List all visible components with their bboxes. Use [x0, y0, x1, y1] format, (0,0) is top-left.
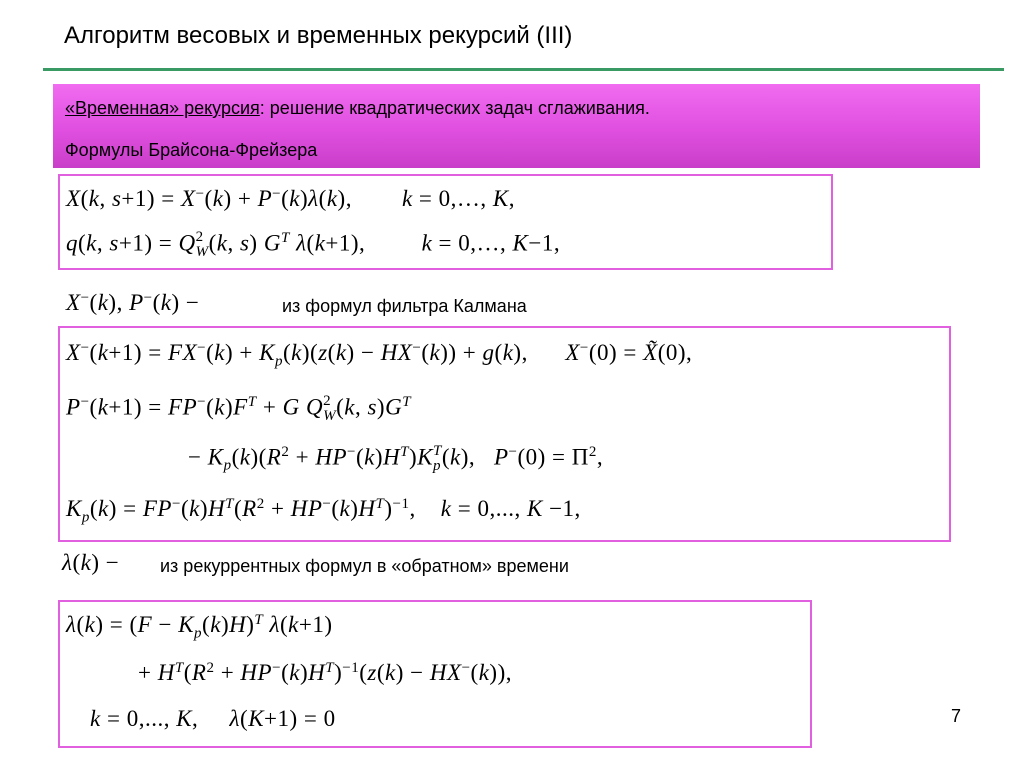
- formula-gain: $K_p(k) = FP^-(k)H^T(R^2 + HP^-(k)H^T)^{-1}$, k = 0,..., K −1,: [66, 495, 581, 526]
- lambda-input-math: λ(k) −: [62, 550, 120, 575]
- page-number: 7: [951, 706, 962, 726]
- backward-caption: из рекуррентных формул в «обратном» времени: [160, 556, 569, 576]
- kalman-inputs-math: X−(k), P−(k) −: [66, 289, 200, 315]
- formula-lambda: $\lambda(k) = (F - K_p(k)H)^T$ λ(k+1): [66, 611, 333, 642]
- formula-lambda-range: k = 0,..., K, λ(K+1) = 0: [90, 706, 336, 731]
- title-divider: [43, 68, 1004, 71]
- slide-title: Алгоритм весовых и временных рекурсий (III): [64, 22, 573, 49]
- formula-x-update: X(k, s+1) = X−(k) + P−(k)λ(k), k = 0,…, K,: [66, 185, 515, 211]
- formula-x-predict: $X^-(k+1) = FX^-(k) + K_p(k)(z(k) - HX^-(k)) + g(k)$, X−(0) = X̃(0),: [66, 339, 693, 370]
- formula-q-update: q(k, s+1) = Q 2 W (k, s) $G^T$ λ(k+1), k = 0,…, K−1,: [66, 229, 561, 260]
- banner-term: «Временная» рекурсия: [65, 98, 260, 118]
- banner-line-1: [65, 98, 650, 119]
- formula-p-predict-cont: − $K_p(k)(R^2 + HP^-(k)H^T)K$ T p (k), $P^-(0) = \Pi^2$,: [188, 443, 604, 474]
- kalman-caption: из формул фильтра Калмана: [282, 296, 527, 316]
- formula-p-predict: $P^-(k+1) = FP^-(k)F^T + G$ Q 2 W (k, $s)G^T$: [66, 393, 412, 424]
- highlight-banner: [53, 84, 980, 168]
- banner-description: : решение квадратических задач сглаживания.: [259, 98, 650, 118]
- formula-lambda-cont: + $H^T(R^2 + HP^-(k)H^T)^{-1}(z(k) - HX^-(k))$,: [138, 659, 512, 685]
- banner-line-2: Формулы Брайсона-Фрейзера: [65, 140, 318, 160]
